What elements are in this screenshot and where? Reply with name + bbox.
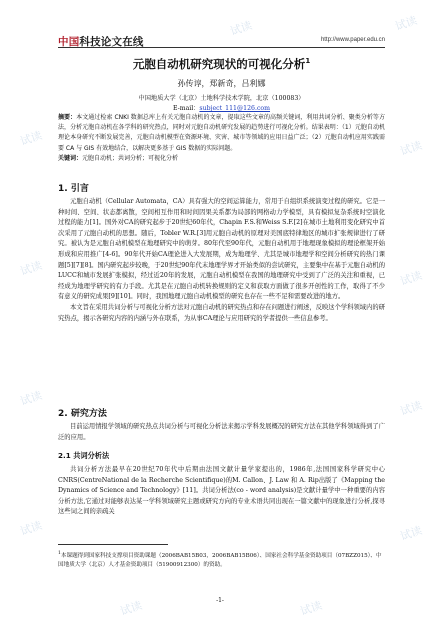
footnote-mark: 1 [58,551,61,556]
subsection-2-1-body [58,465,385,518]
watermark: 试读 [398,523,424,544]
email-label: E-mail： [172,105,200,112]
footnote-divider [58,544,168,545]
paper-title [58,56,385,72]
section-2-paragraph-1: 目前运用情报学领域的研究热点共词分析与可视化分析法来揭示学科发展概况的研究方法在其他学科领域得到了广泛的应用。 [58,423,385,441]
watermark: 试读 [118,598,144,619]
watermark: 试读 [298,598,324,619]
section-1-heading: 1. 引言 [58,184,89,194]
section-2-heading: 2. 研究方法 [58,409,107,419]
section-2-paragraph-2: 共词分析方法最早在20世纪70年代中后期由法国文献计量学家提出的，1986年,法国国家科学研究中心CNRS(CentreNational de la Recherche Scientifique)的M. Callon、J. Law 和 A. Rip出版了《Mapping the Dynamics of Science and Technology》[11]。共词分析法(co - word analysis)是文献计量学中一种重要的内容分析方法,它通过对能够表达某一学科领域研究主题或研究方向的专业术语共同出现在一篇文献中的现象进行分析,探寻这些词之间的亲疏关 [58,466,385,516]
section-1-paragraph-2: 本文旨在采用共词分析与可视化分析方法对元胞自动机的研究热点和存在问题进行阐述，反映这个学科领域内的研究热点，揭示各研究内容的内涵与外在联系，为从事CA理论与应用研究的学者提供一些信息参考。 [58,303,385,322]
abstract [58,113,385,164]
subsection-2-1-heading: 2.1 共词分析法 [58,451,110,460]
logo-dark-text: 科技论文在线 [79,36,144,48]
section-2-intro [58,422,385,443]
section-1-body [58,197,385,324]
watermark: 试读 [398,268,424,289]
footnote [58,549,385,570]
site-url[interactable]: http://www.paper.edu.cn [320,37,385,43]
email-line [58,103,385,112]
section-1-paragraph-1: 元胞自动机（Cellular Automata，CA）具有强大的空间运算能力，常用于自组织系统演变过程的研究。它是一种时间、空间、状态都离散，空间相互作用和时间因果关系都为局部的网格动力学模型，具有模拟复杂系统时空演化过程的能力[1]。国外对CA的研究起步于20世纪60年代，Chapin F.S.和Weiss S.F.[2]在城市土地利用变化研究中首次采用了元胞自动机的思想。随后，Tobler W.R.[3]用元胞自动机的原理对美国底特律地区的城市扩张规律进行了研究。被认为是元胞自动机模型在地理研究中的萌芽。80年代至90年代，元胞自动机用于地理现象模拟的理论框架开始形成和应用推广[4-6]。90年代开始CA理论进入大发展期，成为地理学、尤其是城市地理学和空间分析研究的热门课题[5][7][8]。国内研究起步较晚，于20世纪90年代末地理学界才开始类似的尝试研究，主要集中在基于元胞自动机的LUCC和城市发展扩张模拟，经过近20年的发展，元胞自动机模型在我国的地理研究中受到了广泛的关注和重视，已经成为地理学研究的有力手段。尤其是在元胞自动机转换规则的定义和获取方面做了很多开创性的工作，取得了不少有意义的研究成果[9][10]。同时，我国地理元胞自动机模型的研究也存在一些不足和需要改进的地方。 [58,198,385,301]
watermark: 试读 [398,398,424,419]
header-divider [58,47,385,48]
email-link[interactable]: subject_111@126.com [199,105,271,112]
footnote-text: 本课题得到国家科技支撑项目资助课题（2006BAB15B03，2006BAB15B06）、国家社会科学基金资助项目（07BZZ015）、中国地质大学（北京）人才基金资助项目（51900912300）的资助。 [58,552,382,568]
page-header [0,0,440,50]
watermark: 试读 [393,13,419,34]
affiliation: 中国地质大学（北京）土地科学技术学院，北京（100083） [138,95,305,102]
keywords-label: 关键词： [58,154,83,162]
abstract-text: 本文通过检索 CNKI 数据总库上有关元胞自动机的文章，提取这些文章的高频关键词，利用共词分析、聚类分析等方法，分析元胞自动机在各学科的研究热点，同时对元胞自动机研究发展的趋势进行可视化分析。结果表明：（1）元胞自动机理论本身研究不断发展完善，元胞自动机模型在资源环境、灾害、城市等领域的应用日益广泛；（2）元胞自动机应用实践需要 CA 与 GIS 有效地结合，以解决更多基于 GIS 数据的实际问题。 [58,114,385,152]
watermark: 试读 [18,518,44,539]
watermark: 试读 [228,18,254,39]
logo-red-text: 中国 [58,36,80,48]
watermark: 试读 [18,388,44,409]
abstract-label: 摘要： [58,114,77,121]
title-text: 元胞自动机研究现状的可视化分析 [132,57,306,71]
watermark: 试读 [18,258,44,279]
keywords-text: 元胞自动机；共词分析；可视化分析 [82,154,179,162]
title-footnote-mark: 1 [305,57,311,66]
watermark: 试读 [398,138,424,159]
watermark: 试读 [18,128,44,149]
authors: 孙传谆，郑新奇，吕利娜 [177,79,266,88]
page-number: -1- [216,597,224,604]
